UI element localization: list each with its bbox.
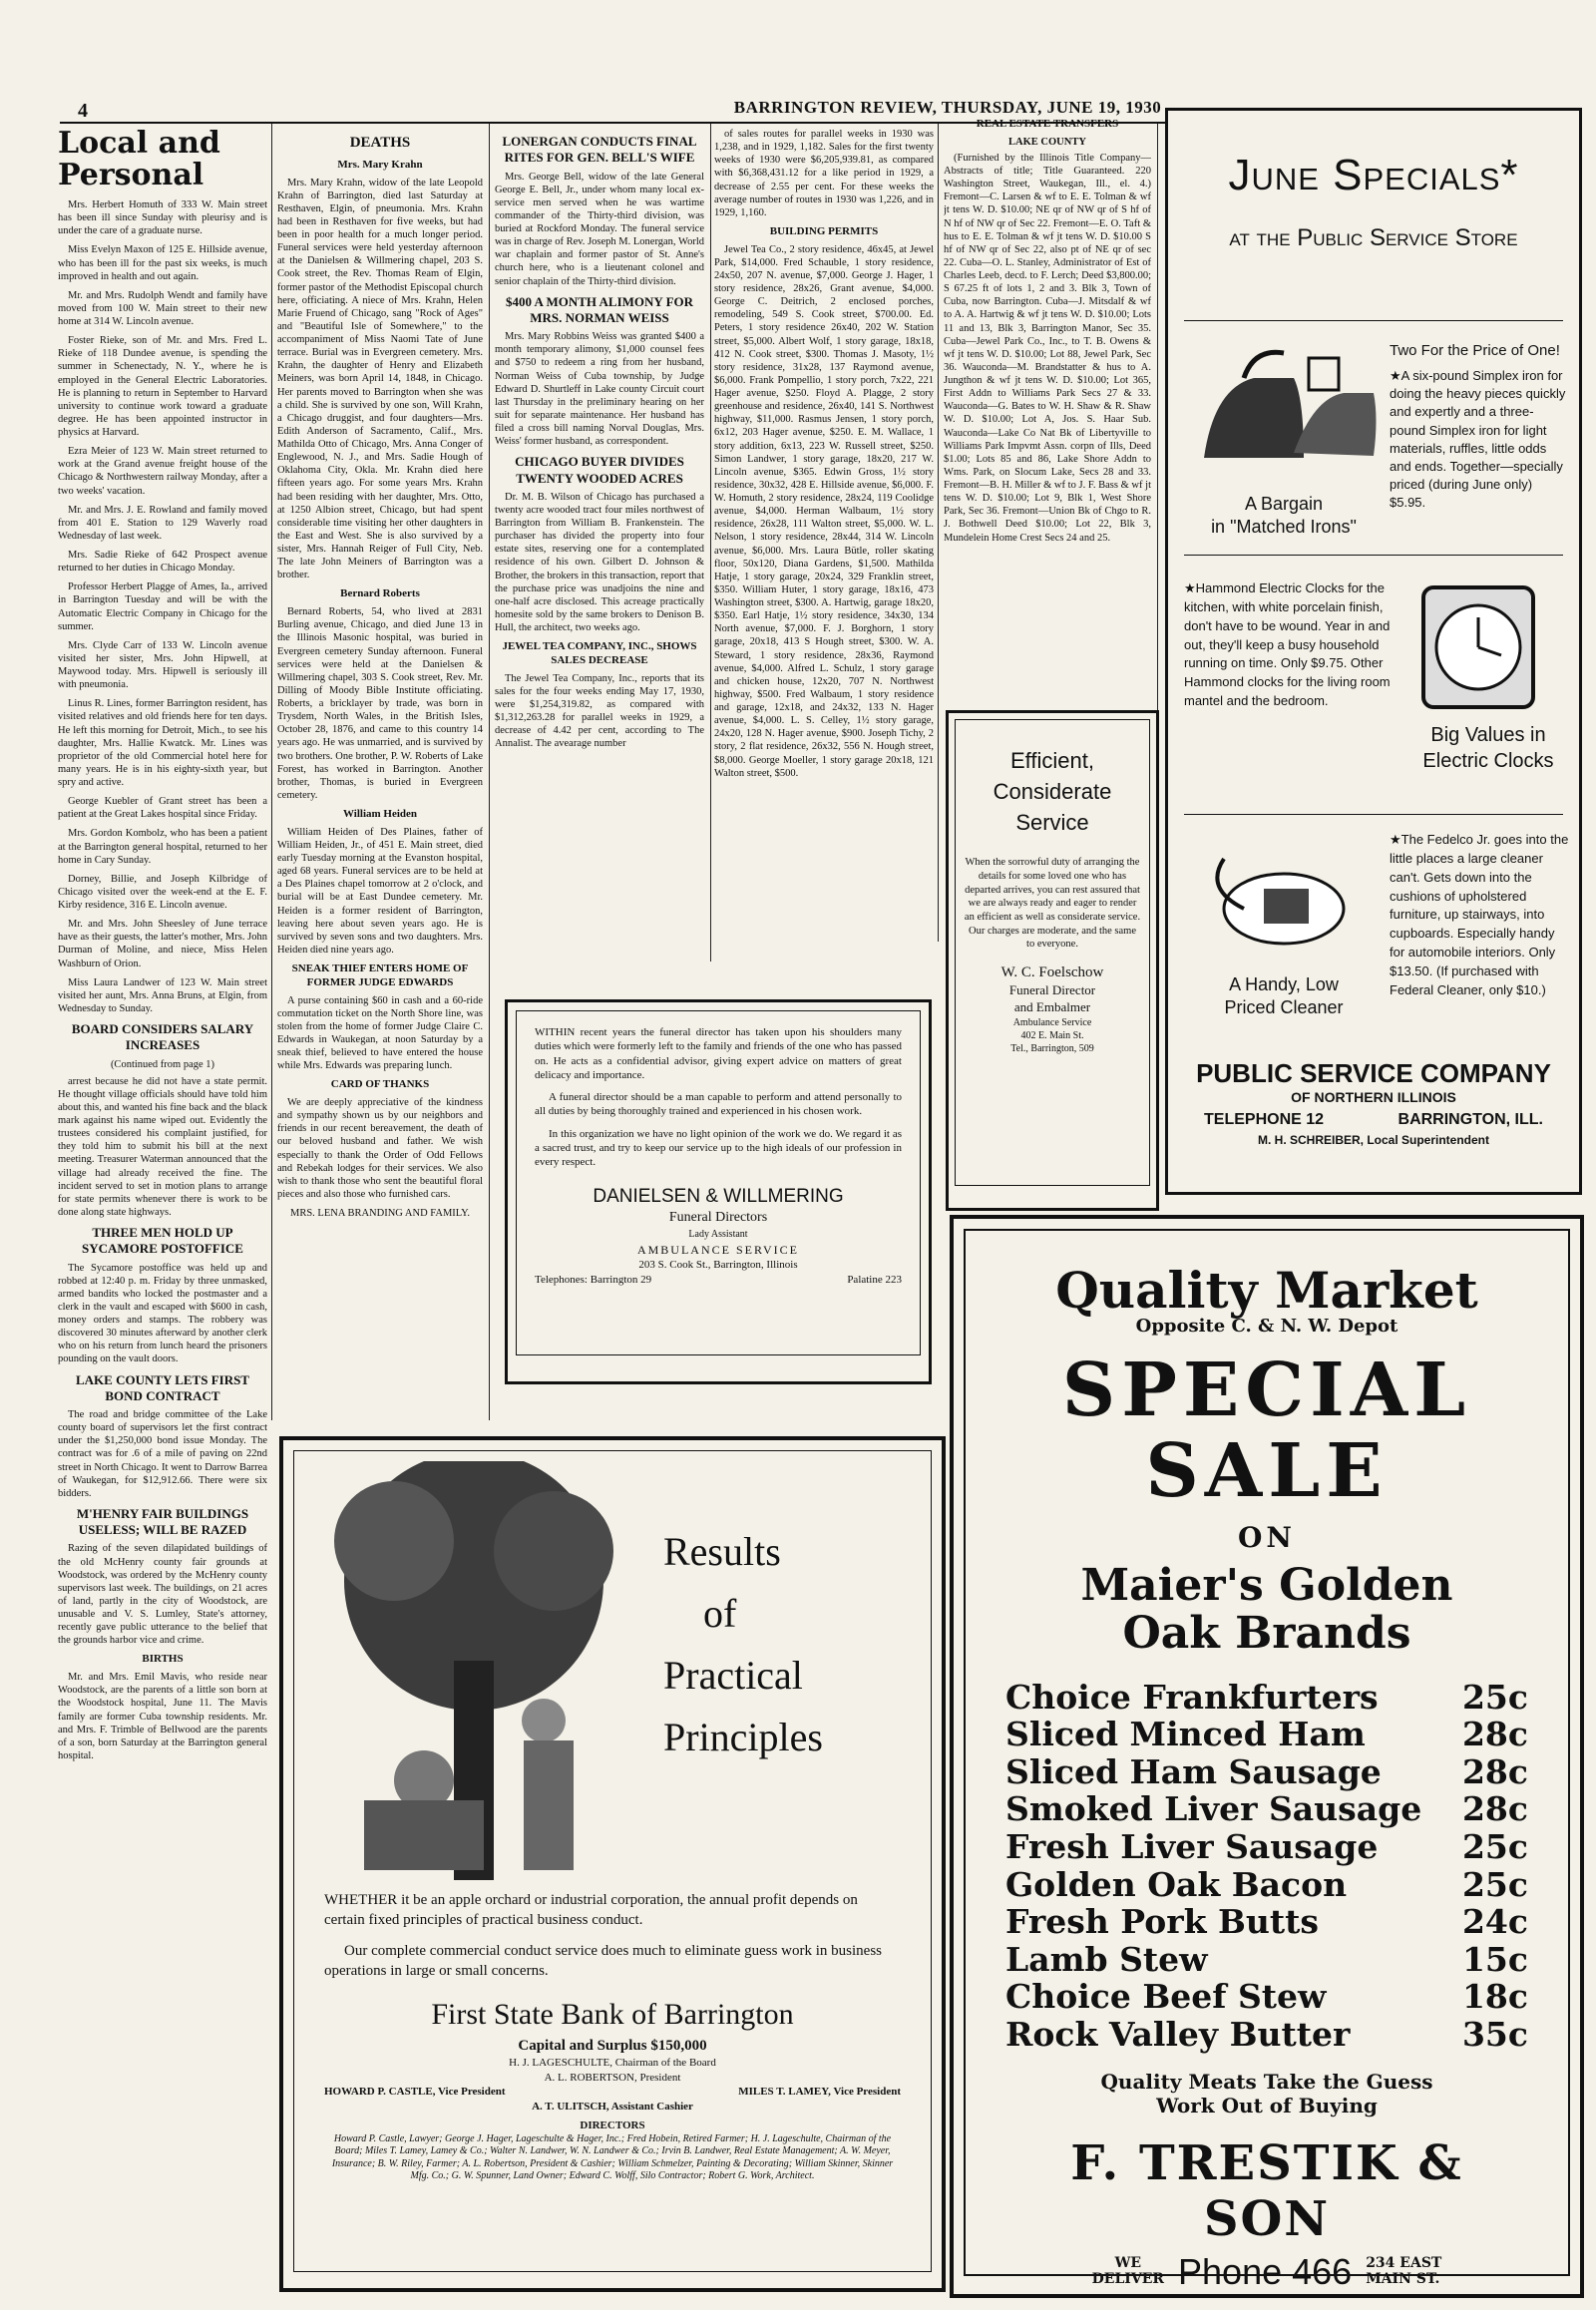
quality-market-ad [950,1215,1584,2298]
clock-text: ★Hammond Electric Clocks for the kitchen, with white porcelain finish, don't have to be wound. Year in and out, they'll keep a busy household running on time. Only $9.75. Other Hammond clocks for the living room mantel and the bedroom. [1184,580,1391,709]
bank-directors: Howard P. Castle, Lawyer; George J. Hager, Lageschulte & Hager, Inc.; Fred Hobein, Retired Farmer; H. J. Lageschulte, Chairman of the Board; Miles T. Lamey, Lamey & Co.; Walter N. Landwer, W. N. Landwer & Co.; Irvin B. Landwer, Real Estate Management; A. W. Meyer, Insurance; B. W. Riley, Farmer; A. L. Robertson, President & Cashier; William Schmelzer, Painting & Decorating; William Skinner, Skinner Mfg. Co.; G. W. Spunner, Land Owner; Edward C. Wolff, Silo Contractor; Robert G. Work, Architect. [331,2132,894,2182]
iron-label2: in "Matched Irons" [1211,517,1357,538]
iron-heading: Two For the Price of One! [1390,342,1560,359]
births-text: Mr. and Mrs. Emil Mavis, who reside near Woodstock, are the parents of a little son born at the Woodstock hospital, June 11. The Mavis family are former Cuba township residents. Mr. and Mrs. F. Trimble of Bellwood are the parents of a son, born Saturday at the Barrington general hospital. [58,1672,267,1761]
price-item-price: 28c [1461,1715,1528,1754]
qm-title: Quality Market [1055,1261,1478,1320]
price-item-name: Fresh Liver Sausage [1005,1827,1379,1866]
column-local-personal [58,128,267,2282]
foelschow-sub: Ambulance Service [1012,1017,1092,1029]
local-item: Miss Laura Landwer of 123 W. Main street visited her aunt, Mrs. Anna Bruns, at Elgin, from Wednesday to Sunday. [58,976,267,1014]
column-rule [938,124,939,942]
price-item-name: Lamb Stew [1005,1939,1208,1979]
lake-county-text: The road and bridge committee of the Lake county board of supervisors let the first contract under the $1,250,000 bond issue Monday. The contract was for .6 of a mile of paving on 22nd street in North Chicago. It went to Darrow Barrea of Waukegan, for $12,912.66. There were six bidders. [58,1409,267,1499]
qm-phone: Phone 466 [1178,2250,1353,2292]
price-item-price: 35c [1461,2015,1528,2055]
iron-text: ★A six-pound Simplex iron for doing the heavy pieces quickly and expertly and a three-pound Simplex iron for light materials, ruffles, little odds and ends. Together—specially priced (during June only) $5.95. [1390,368,1566,511]
transfers-heading: REAL ESTATE TRANSFERS [976,118,1119,130]
column-lonergan [495,128,704,956]
mchenry-heading: M'HENRY FAIR BUILDINGS USELESS; WILL BE RAZED [76,1505,249,1538]
foelschow-title-line: Service [1015,809,1089,835]
card-signature: MRS. LENA BRANDING AND FAMILY. [290,1208,470,1219]
price-item-price: 15c [1461,1939,1528,1979]
foelschow-tel: Tel., Barrington, 509 [1010,1043,1094,1055]
foelschow-name: W. C. Foelschow [1000,963,1104,980]
local-item: Dorney, Billie, and Joseph Kilbridge of Chicago visited over the week-end at the E. F. Kirby residence, 316 E. Lincoln avenue. [58,873,267,911]
qm-slogan1: Quality Meats Take the Guess [1100,2069,1433,2094]
board-heading: BOARD CONSIDERS SALARY INCREASES [71,1021,254,1053]
price-row [1005,1790,1528,1828]
local-item: Linus R. Lines, former Barrington resident, has visited relatives and old friends here for ten days. He left this morning for Detroit, Mich., to see his daughter, Mrs. Hallie Kwatck. Mr. Lines was proprietor of the old Commercial hotel here for many years. He is in his eighty-sixth year, but spry and active. [58,698,267,788]
lake-county-heading: LAKE COUNTY LETS FIRST BOND CONTRACT [76,1371,249,1403]
local-item: Mr. and Mrs. John Sheesley of June terrace have as their guests, the latter's mother, Mrs. John Durman of Moline, and niece, Miss Helen Washburn of Orion. [58,919,267,969]
qm-slogan2: Work Out of Buying [1156,2093,1378,2118]
krahn-heading: Mrs. Mary Krahn [337,158,423,171]
bank-headline [663,1521,823,1768]
price-item-price: 25c [1461,1827,1528,1866]
danielsen-line3: AMBULANCE SERVICE [636,1242,800,1257]
price-row [1005,1828,1528,1866]
price-item-name: Fresh Pork Butts [1005,1902,1319,1942]
apple-orchard-illustration [304,1461,643,1880]
psc-phone: TELEPHONE 12 [1204,1111,1325,1128]
local-item: Mrs. Sadie Rieke of 642 Prospect avenue returned to her duties in Chicago Monday. [58,550,267,575]
local-item: Mr. and Mrs. J. E. Rowland and family moved from 401 E. Station to 129 Waverly road Wednesday of last week. [58,504,267,542]
foelschow-text: When the sorrowful duty of arranging the details for some loved one who has departed arrives, you can rest assured that we are always ready and eager to render an efficient as well as considerate service. Our charges are moderate, and the same to everyone. [964,857,1141,951]
bank-ad [279,1436,946,2292]
bank-head1: Results [663,1529,781,1574]
iron-illustration [1184,338,1384,538]
local-item: George Kuebler of Grant street has been a patient at the Great Lakes hospital since Friday. [58,796,267,821]
price-item-name: Sliced Minced Ham [1005,1715,1366,1754]
qm-on: ON [1238,1520,1296,1554]
foelschow-title-line: Considerate [993,778,1112,804]
price-item-price: 25c [1461,1864,1528,1904]
price-row [1005,2016,1528,2054]
price-item-price: 18c [1461,1977,1528,2017]
permits-heading: BUILDING PERMITS [769,224,879,237]
psc-company-sub: OF NORTHERN ILLINOIS [1291,1089,1456,1105]
danielsen-tel-left: Telephones: Barrington 29 [535,1273,652,1286]
transfers-sub: LAKE COUNTY [1008,136,1086,148]
foelschow-addr: 402 E. Main St. [1020,1030,1084,1042]
psc-superintendent: M. H. SCHREIBER, Local Superintendent [1257,1133,1490,1147]
price-item-name: Rock Valley Butter [1005,2015,1351,2055]
clock-icon [1403,578,1553,717]
deaths-heading: DEATHS [349,135,411,151]
roberts-heading: Bernard Roberts [340,587,420,600]
qm-special: SPECIAL [1061,1348,1472,1433]
jewel-cont-text: of sales routes for parallel weeks in 1930 was 1,238, and in 1929, 1,182. Sales for the first twenty weeks of 1930 were $6,205,939.81, as compared with $6,368,431.12 for a like period in 1929, a decrease of 2.55 per cent. For these weeks the average number of routes in 1930 was 1,226, and in 1929, 1,160. [714,129,934,218]
bank-capital: Capital and Surplus $150,000 [518,2037,707,2054]
bank-directors-heading: DIRECTORS [580,2119,645,2132]
qm-deliver: DELIVER [1091,2270,1165,2287]
qm-sale: SALE [1145,1428,1389,1515]
price-item-name: Choice Frankfurters [1005,1677,1379,1717]
price-item-price: 25c [1461,1677,1528,1717]
price-item-name: Smoked Liver Sausage [1005,1789,1422,1829]
foelschow-ad [946,710,1159,1211]
buyer-text: Dr. M. B. Wilson of Chicago has purchased a twenty acre wooded tract four miles northwest of Barrington from William B. Frankenstein. The purchaser has divided the property into four estate sites, reserving one for a contemplated residence of his own. Gilbert D. Johnson & Brother, the brokers in this transaction, report that the purchase price was unadjoins the nine and one-half acre disclosed. This acreage practically homesite sold by the same brokers to Denison B. Hull, the architect, two weeks ago. [495,491,704,633]
board-text: arrest because he did not have a state permit. He thought village officials should have told him about this, and wanted his fine back and the black mark against his name wiped out. Evidently the trustees considered his complaint justified, for they told him to submit his bill at the next meeting. Treasurer Waterman announced that the village had already received the fine. The incident served to set in motion plans to arrange for state permits whenever there is work to be done along state highways. [58,1075,267,1218]
price-row [1005,1978,1528,2016]
column-transfers [944,112,1151,750]
price-item-name: Choice Beef Stew [1005,1977,1327,2017]
bank-head2: of [703,1591,737,1636]
price-row [1005,1679,1528,1717]
krahn-text: Mrs. Mary Krahn, widow of the late Leopold Krahn of Barrington, died last Saturday at Resthaven, Elgin, of pneumonia. Mrs. Krahn had been in Resthaven for five weeks, but had been in poor health for a much longer period. Funeral services were held yesterday afternoon at the Danielsen & Willmering chapel, 203 S. Cook street, the Rev. Thomas Ream of Elgin, former pastor of the Methodist Episcopal church here, officiating. A niece of Mrs. Krahn, Helen Marie Fruend of Chicago, sang "Rock of Ages" and "Beautiful Isle of Somewhere," to the accompaniment of Miss Naomi Tate of June terrace. Burial was in Evergreen cemetery. Mrs. Krahn, the daughter of Henry and Elizabeth Meiners, was born April 14, 1848, in Chicago. Her parents moved to Barrington when she was a child. She is survived by one son, Will Krahn, a Chicago druggist, and four daughters—Mrs. Edith Anderson of Sacramento, Calif., Mrs. Mathilda Otto of Chicago, Mrs. Anna Conger of Englewood, N. J., and Mrs. Sadie Hough of Oklahoma City, Okla. Mr. Krahn died here fifteen years ago. For some years Mrs. Krahn had been residing with her daughter, Mrs. Otto, at 1250 Albion street, Chicago, but had spent considerable time visiting her other daughters in the East and West. She is also survived by a sister, Mrs. Hannah Reiger of Full City, Neb. The late John Meiners of Barrington was a brother. [277,177,483,581]
births-heading: BIRTHS [142,1653,184,1666]
bank-president: A. L. ROBERTSON, President [544,2071,681,2084]
heiden-heading: William Heiden [342,808,418,820]
qm-addr2: MAIN ST. [1366,2270,1440,2287]
clock-illustration [1403,578,1573,774]
bank-name: First State Bank of Barrington [431,1998,794,2031]
psc-subtitle: at the Public Service Store [1229,224,1518,251]
jewel-heading: JEWEL TEA COMPANY, INC., SHOWS SALES DECREASE [502,640,697,666]
page-number: 4 [78,100,88,122]
heiden-text: William Heiden of Des Plaines, father of William Heiden, Jr., of 451 E. Main street, died early Tuesday morning at the Evanston hospital, aged 68 years. Funeral services are to be held at a Des Plaines chapel tomorrow at 2 o'clock, and burial will be at East Dundee cemetery. Mr. Heiden is a former resident of Barrington, leaving here about seven years ago. He is survived by seven sons and two daughters. Mrs. Heiden died nine years ago. [277,826,483,956]
jewel-text: The Jewel Tea Company, Inc., reports that its sales for the four weeks ending May 17, 1930, were $1,254,319.82, as compared with $1,312,263.28 for parallel weeks in 1929, a decrease of 4.42 per cent, according to The Annalist. The avearage number [495,672,704,750]
foelschow-title [964,746,1141,838]
local-item: Ezra Meier of 123 W. Main street returned to work at the Grand avenue freight house of the Chicago & Northwestern railway Monday, after a two weeks' vacation. [58,446,267,497]
lonergan-text: Mrs. George Bell, widow of the late General George E. Bell, Jr., under whom many local ex-service men served when he was wartime commander of the Thirty-third division, was buried at Rockford Monday. The funeral service was in charge of Rev. Joseph M. Lonergan, World war chaplain and former pastor of St. Anne's church here, who is a lieutenant colonel and senior chaplain of the Thirty-third division. [495,171,704,287]
psc-city: BARRINGTON, ILL. [1397,1111,1543,1128]
transfers-text: (Furnished by the Illinois Title Company—Abstracts of title; Title Guaranteed. 220 Washington Street, Waukegan, Ill., el. 4.) Fremont—C. Larsen & wf to E. E. Tolman & wf jt tens W. D. $10.00; NE qr of NW qr of S hf of N hf of NW qr of Sec 22. Fremont—E. O. Taft & hus to E. E. Tolman & wf jt tens W. D. $10.00 S hf of NW qr of Sec 22, also pt of NE qr of sec 22. Cuba—O. L. Stanley, Administrator of Est of Charles Leeb, decd. to F. Lerch; Deed $3,800.00; S 67.25 ft of lots 1, 2 and 3. Blk 3, Town of Cuba, now Barrington. Cuba—J. Mitsdalf & wf to A. A. Hartwig & wf jt tens W. D. $10.00; Lots 11 and 13, Blk 3, Barrington Manor, Sec 35. Cuba—Jewel Park Co., Inc., to T. B. Owens & wf jt tens W. D. $10.00; Lot 88, Jewel Park, Sec 36. Wauconda—M. Brandstatter & hus to A. Jungthon & wf jt tens W. D. $10.00; Lot 365, First Addn to Williams Park Secs 27 & 33. Wauconda—G. Bates to W. H. Shaw & R. Shaw W. D. $10.00; Lot A, Jos. S. Haar Sub. Wauconda—Lake Co Nat Bk of Libertyville to Williams Park Impvmt Assn. corpn of Ills, Deed $1.00; Lots 85 and 86, Lake Shore Addn to Wms. Park, on Slocum Lake, Secs 28 and 33. Fremont—B. H. Miller & wf to J. F. Bass & wf jt tens W. D. $10.00; Lot 9, Blk 1, West Shore Park, Sec 36. Fremont—Union Bk of Chgo to R. J. Bothwell Deed $10.00; Lot 22, Blk 3, Mundelein Home Crest Secs 24 and 25. [944,152,1151,544]
bank-text2: Our complete commercial conduct service does much to eliminate guess work in business operations in large or small concerns. [324,1942,883,1979]
local-item: Miss Evelyn Maxon of 125 E. Hillside avenue, who has been ill for the past six weeks, is much improved in health and out again. [58,244,267,282]
public-service-ad [1165,108,1582,1195]
price-item-name: Sliced Ham Sausage [1005,1751,1382,1791]
price-row [1005,1753,1528,1791]
price-item-price: 28c [1461,1751,1528,1791]
bank-vp2: MILES T. LAMEY, Vice President [738,2086,901,2099]
bank-chairman: H. J. LAGESCHULTE, Chairman of the Board [509,2056,716,2069]
buyer-heading: CHICAGO BUYER DIVIDES TWENTY WOODED ACRES [515,454,684,486]
board-continued: (Continued from page 1) [110,1058,215,1070]
foelschow-title-line: Efficient, [1010,748,1094,773]
clock-label2: Electric Clocks [1422,750,1554,772]
cleaner-label2: Priced Cleaner [1224,997,1344,1018]
iron-label1: A Bargain [1244,494,1324,514]
local-items [58,198,267,1015]
local-personal-heading: Local and Personal [58,128,220,192]
cleaner-label1: A Handy, Low [1229,974,1339,994]
psc-company: PUBLIC SERVICE COMPANY [1196,1058,1551,1088]
foelschow-role1: Funeral Director [1008,982,1096,998]
danielsen-line4: 203 S. Cook St., Barrington, Illinois [638,1258,798,1271]
local-item: Foster Rieke, son of Mr. and Mrs. Fred L. Rieke of 118 Dundee avenue, is spending the summer in Schenectady, N. Y., where he is employed in the General Electric Laboratories. He is planning to return in September to Harvard university to continue work toward a graduate degree. He has been appointed instructor in physics at Harvard. [58,335,267,438]
foelschow-role2: and Embalmer [1013,999,1091,1015]
column-permits [714,128,934,956]
local-item: Mr. and Mrs. Rudolph Wendt and family have moved from 100 W. Main street to their new home at 314 W. Lincoln avenue. [58,289,267,327]
qm-we: WE [1114,2255,1142,2272]
vacuum-icon [1184,829,1384,968]
column-rule [710,124,711,962]
qm-brand1: Maier's Golden [1080,1559,1453,1611]
danielsen-ad [505,999,932,1384]
alimony-text: Mrs. Mary Robbins Weiss was granted $400 a month temporary alimony, $1,000 counsel fees and $750 to redeem a ring from her husband, Norman Weiss of Cuba township, by Judge Edward D. Shurtleff in Lake county Circuit court last Thursday in the preliminary hearing on her suit for separate maintenance. Her husband has filed a cross bill naming Norval Douglas, Mrs. Weiss' former husband, as correspondent. [495,331,704,448]
clock-label1: Big Values in [1430,724,1546,746]
danielsen-text1: WITHIN recent years the funeral director has taken upon his shoulders many duties which were formerly left to the family and friends of the one who has passed on. He acts as a confidential advisor, giving expert advice on matters of great delicacy and importance. [535,1026,902,1081]
price-row [1005,1903,1528,1941]
price-row [1005,1716,1528,1753]
roberts-text: Bernard Roberts, 54, who lived at 2831 Burling avenue, Chicago, and died June 13 in the Illinois Masonic hospital, was buried in Evergreen cemetery Sunday afternoon. Funeral services were held at the Danielsen & Willmering chapel, 303 S. Cook street, Rev. Mr. Dilling of Moody Bible Institute officiating. Roberts, a bricklayer by trade, was born in Trysdem, North Wales, in the British Isles, October 28, 1876, and came to this country 14 years ago. He was unmarried, and is survived by two brothers. One brother, P. W. Roberts of Lake Forest, has worked in Barrington. Another brother, Thomas, is buried in Evergreen cemetery. [277,606,483,801]
price-item-price: 28c [1461,1789,1528,1829]
local-item: Mrs. Clyde Carr of 133 W. Lincoln avenue visited her sister, Mrs. John Hipwell, at Maywood today. Mrs. Hipwell is seriously ill with pneumonia. [58,639,267,691]
danielsen-text2: A funeral director should be a man capable to perform and attend personally to all duties by being thoroughly trained and experienced in his chosen work. [535,1091,902,1118]
cleaner-illustration [1184,829,1384,1020]
thief-text: A purse containing $60 in cash and a 60-ride commutation ticket on the North Shore line, was stolen from the home of former Judge Claire C. Edwards in Waukegan, at noon Saturday by a sneak thief, believed to have entered the house while Mrs. Edwards was preparing lunch. [277,994,483,1072]
psc-title: June Specials* [1228,151,1519,199]
local-item: Mrs. Herbert Homuth of 333 W. Main street has been ill since Sunday with pleurisy and is under the care of a graduate nurse. [58,199,267,237]
danielsen-line1: Funeral Directors [668,1210,768,1226]
bank-head4: Principles [663,1715,823,1759]
three-men-text: The Sycamore postoffice was held up and robbed at 12:40 p. m. Friday by three unmasked, armed bandits who locked the postmaster and a clerk in the vault and escaped with $600 in cash, money orders and stamps. The robbery was discovered 30 minutes afterward by another clerk who on his return from lunch heard the prisoners pounding on the vault doors. [58,1262,267,1365]
column-rule [271,124,272,1420]
thief-heading: SNEAK THIEF ENTERS HOME OF FORMER JUDGE EDWARDS [291,962,469,988]
bank-cashier: A. T. ULITSCH, Assistant Cashier [532,2101,693,2114]
local-item: Professor Herbert Plagge of Ames, Ia., arrived in Barrington Tuesday and will be with the Automatic Electric Company in Chicago for the summer. [58,581,267,632]
qm-subtitle: Opposite C. & N. W. Depot [1135,1316,1398,1337]
bank-text1: WHETHER it be an apple orchard or industrial corporation, the annual profit depends on certain fixed principles of practical business conduct. [324,1892,858,1929]
card-text: We are deeply appreciative of the kindness and sympathy shown us by our neighbors and friends in our recent bereavement, the death of our beloved husband and father. We wish especially to thank the Order of Odd Fellows and Rebekah lodges for their services. We also wish to thank those who sent the beautiful floral pieces and also those who furnished cars. [277,1097,483,1200]
column-deaths [277,128,483,1424]
local-item: Mrs. Gordon Kombolz, who has been a patient at the Barrington general hospital, returned to her home in Cary Sunday. [58,828,267,866]
mchenry-text: Razing of the seven dilapidated buildings of the old McHenry county fair grounds at Woodstock, was ordered by the McHenry county supervisors last week. The buildings, on 21 acres of land, partly in the city of Woodstock, are unusable and V. S. Lumley, State's attorney, recently gave public utterance to the belief that the grounds harbor vice and crime. [58,1543,267,1647]
alimony-heading: $400 A MONTH ALIMONY FOR MRS. NORMAN WEISS [505,293,694,325]
permits-text: Jewel Tea Co., 2 story residence, 46x45, at Jewel Park, $14,000. Fred Schauble, 1 story residence, 24x50, 207 N. avenue, $7,000. George J. Hager, 1 story residence, 28x26, Grant avenue, $4,000. George C. Deitrich, 2 enclosed porches, remodeling, 549 S. Cook street, $700.00. Ed. Peters, 1 story residence 26x40, 202 W. Station street, $5,000. Albert Wolf, 1 story garage, 18x18, 412 N. Cook street, $300. Thomas J. Masoty, 1½ story residence, 31x28, 137 Raymond avenue, $6,000. Frank Pompellio, 1 story porch, 7x22, 221 Hager avenue, $250. Floyd A. Plagge, 2 story greenhouse and residence, 26x40, 141 S. Northwest highway, $11,000. Rasmus Jensen, 1 story porch, 6x12, 203 Hager avenue, $250. E. M. Wallace, 1 story addition, 6x13, 223 W. Russell street, $250. Simon Landwer, 1 story garage, 18x20, 217 W. Lincoln avenue, $365. Edwin Gross, 1½ story residence, 30x32, 428 E. Hillside avenue, $6,000. F. W. Homuth, 2 story residence, 28x24, 119 Coolidge avenue, $4,000. Herman Walbaum, 1½ story residence, 26x28, 111 Walton street, $5,000. W. L. Nelson, 1 story residence, 28x44, 314 W. Lincoln avenue, $6,000. Mrs. Laura Bütle, roller skating floor, 50x120, Diana Gardens, $1,500. Mathilda Hatje, 1 story garage, 20x24, 329 Franklin street, $350. William Huter, 1 story garage, 18x16, 473 Washington street, $300. A. Hartwig, garage 18x20, $350. Earl Hatje, 1½ story residence, 34x30, 134 North avenue, $7,000. F. J. Borghorn, 1 story garage, 20x18, 413 S Hough street, $300. W. A. Steward, 1 story residence, 28x36, Raymond avenue, $4,000. Alfred L. Schulz, 1 story garage and chicken house, 12x20, 707 N. Northwest highway, $500. Fred Walbaum, 1 story residence and garage, 12x18, and 24x32, 133 N. Hager avenue, $4,000. L. S. Celley, 1½ story garage, 24x20, 128 N. Hager avenue, $900. Joseph Tichy, 2 story, 2 flat residence, 26x32, 556 N. Hough street, $8,000. George Moeller, 1 story garage 20x18, 121 Walton street, $500. [714,243,934,779]
price-row [1005,1866,1528,1904]
iron-icon [1184,338,1384,488]
danielsen-name: DANIELSEN & WILLMERING [593,1185,844,1207]
danielsen-line2: Lady Assistant [688,1229,748,1241]
column-rule [489,124,490,1420]
danielsen-tel-right: Palatine 223 [847,1273,902,1286]
qm-brand2: Oak Brands [1122,1608,1411,1660]
danielsen-text3: In this organization we have no light opinion of the work we do. We regard it as a sacred trust, and try to keep our service up to the high ideals of our profession in every respect. [535,1127,902,1169]
price-row [1005,1941,1528,1979]
bank-vp1: HOWARD P. CASTLE, Vice President [324,2086,506,2099]
card-heading: CARD OF THANKS [330,1078,430,1091]
qm-addr1: 234 EAST [1366,2255,1442,2272]
three-men-heading: THREE MEN HOLD UP SYCAMORE POSTOFFICE [82,1225,243,1257]
cleaner-text: ★The Fedelco Jr. goes into the little places a large cleaner can't. Gets down into the cushions of upholstered furniture, up stairways, into cupboards. Especially handy for automobile interiors. Only $13.50. (If purchased with Federal Cleaner, only $10.) [1390,832,1569,997]
bank-head3: Practical [663,1653,803,1698]
masthead-title: BARRINGTON REVIEW, THURSDAY, JUNE 19, 1930 [733,98,1162,117]
qm-price-list [1005,1679,1528,2054]
qm-firm: F. TRESTIK & SON [1070,2134,1463,2247]
price-item-price: 24c [1461,1902,1528,1942]
lonergan-heading: LONERGAN CONDUCTS FINAL RITES FOR GEN. BELL'S WIFE [502,134,697,166]
price-item-name: Golden Oak Bacon [1005,1864,1348,1904]
